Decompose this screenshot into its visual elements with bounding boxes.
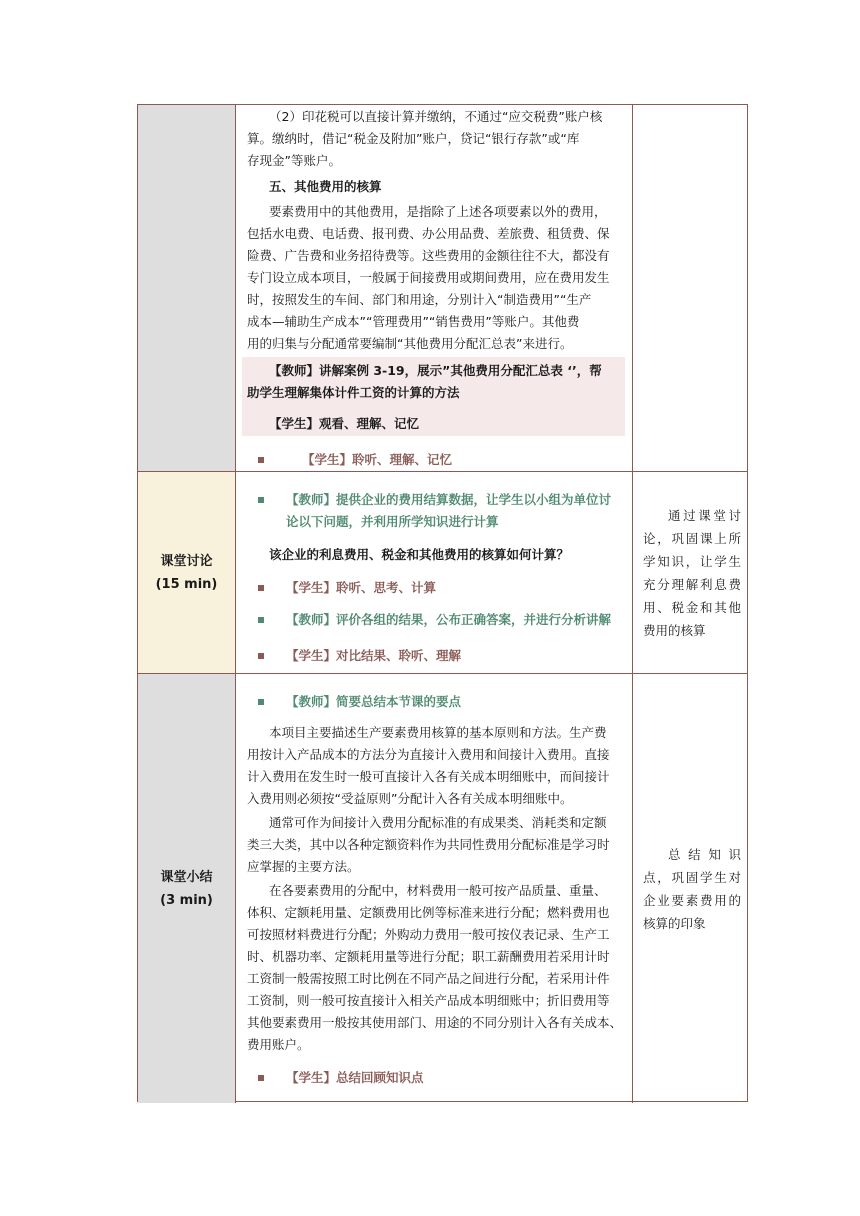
table-row <box>138 105 747 472</box>
remark-text: 通过课堂讨论，巩固课上所学知识，让学生充分理解利息费用、税金和其他费用的核算 <box>643 507 741 638</box>
paragraph-line: 用的归集与分配通常要编制“其他费用分配汇总表”来进行。 <box>247 336 573 351</box>
remark-cell <box>633 472 747 673</box>
stage-label: 课堂小结 <box>160 869 213 885</box>
stage-cell <box>138 472 236 673</box>
teacher-activity-line: 论以下问题，并利用所学知识进行计算 <box>286 514 499 529</box>
remark-cell <box>633 105 747 471</box>
content-cell <box>236 472 633 673</box>
content-cell <box>236 105 633 471</box>
activity-highlight-box <box>242 357 625 436</box>
paragraph-line: 工资制，则一般可按直接计入相关产品成本明细账中；折旧费用等 <box>247 993 610 1008</box>
square-bullet-icon <box>258 585 264 591</box>
square-bullet-icon <box>258 617 264 623</box>
paragraph-line: 本项目主要描述生产要素费用核算的基本原则和方法。生产费 <box>269 725 607 740</box>
paragraph-line: 时，按照发生的车间、部门和用途，分别计入“制造费用”“生产 <box>247 292 592 307</box>
paragraph-line: （2）印花税可以直接计算并缴纳，不通过“应交税费”账户核 <box>269 109 603 124</box>
teacher-activity: 【教师】评价各组的结果，公布正确答案，并进行分析讲解 <box>286 612 612 627</box>
teacher-activity: 【教师】简要总结本节课的要点 <box>286 694 462 709</box>
student-activity-line: 【学生】观看、理解、记忆 <box>269 416 420 431</box>
paragraph-line: 类三大类，其中以各种定额资料作为共同性费用分配标准是学习时 <box>247 837 610 852</box>
content-cell <box>236 674 633 1103</box>
paragraph-line: 计入费用在发生时一般可直接计入各有关成本明细账中，而间接计 <box>247 769 610 784</box>
square-bullet-icon <box>258 699 264 705</box>
paragraph-line: 其他要素费用一般按其使用部门、用途的不同分别计入各有关成本、 <box>247 1015 623 1030</box>
paragraph-line: 算。缴纳时，借记“税金及附加”账户，贷记“银行存款”或“库 <box>247 131 580 146</box>
paragraph-line: 在各要素费用的分配中，材料费用一般可按产品质量、重量、 <box>269 883 607 898</box>
paragraph-line: 存现金”等账户。 <box>247 153 341 168</box>
student-activity: 【学生】对比结果、聆听、理解 <box>286 648 462 663</box>
paragraph-line: 可按照材料费进行分配；外购动力费用一般可按仪表记录、生产工 <box>247 927 610 942</box>
table-row <box>138 674 747 1103</box>
stage-cell <box>138 105 236 471</box>
paragraph-line: 费用账户。 <box>247 1037 310 1052</box>
square-bullet-icon <box>258 497 264 503</box>
student-activity: 【学生】聆听、思考、计算 <box>286 580 437 595</box>
student-activity: 【学生】总结回顾知识点 <box>286 1070 424 1085</box>
stage-time: (15 min) <box>155 576 218 592</box>
teacher-activity-line: 助学生理解集体计件工资的计算的方法 <box>247 385 460 400</box>
paragraph-line: 通常可作为间接计入费用分配标准的有成果类、消耗类和定额 <box>269 815 607 830</box>
lesson-plan-table <box>137 104 748 1102</box>
paragraph-line: 体积、定额耗用量、定额费用比例等标准来进行分配；燃料费用也 <box>247 905 610 920</box>
paragraph-line: 专门设立成本项目，一般属于间接费用或期间费用，应在费用发生 <box>247 270 610 285</box>
paragraph-line: 包括水电费、电话费、报刊费、办公用品费、差旅费、租赁费、保 <box>247 226 610 241</box>
remark-text: 总结知识点，巩固学生对企业要素费用的核算的印象 <box>643 846 741 931</box>
table-row <box>138 472 747 674</box>
square-bullet-icon <box>258 653 264 659</box>
student-activity: 【学生】聆听、理解、记忆 <box>302 452 453 467</box>
teacher-activity-line: 【教师】讲解案例 3-19，展示”其他费用分配汇总表 ‘’，帮 <box>269 363 602 378</box>
paragraph-line: 用按计入产品成本的方法分为直接计入费用和间接计入费用。直接 <box>247 747 610 762</box>
paragraph-line: 时、机器功率、定额耗用量等进行分配；职工薪酬费用若采用计时 <box>247 949 610 964</box>
paragraph-line: 险费、广告费和业务招待费等。这些费用的金额往往不大，都没有 <box>247 248 610 263</box>
paragraph-line: 成本—辅助生产成本”“管理费用”“销售费用”等账户。其他费 <box>247 314 580 329</box>
stage-time: (3 min) <box>160 892 213 908</box>
square-bullet-icon <box>258 457 264 463</box>
remark-cell <box>633 674 747 1103</box>
paragraph-line: 应掌握的主要方法。 <box>247 859 360 874</box>
paragraph-line: 入费用则必须按“受益原则”分配计入各有关成本明细账中。 <box>247 791 573 806</box>
teacher-activity-line: 【教师】提供企业的费用结算数据，让学生以小组为单位讨 <box>286 492 612 507</box>
discussion-question: 该企业的利息费用、税金和其他费用的核算如何计算？ <box>269 547 570 562</box>
section-heading: 五、其他费用的核算 <box>269 179 382 194</box>
paragraph-line: 工资制一般需按照工时比例在不同产品之间进行分配，若采用计件 <box>247 971 610 986</box>
stage-label: 课堂讨论 <box>160 553 213 569</box>
paragraph-line: 要素费用中的其他费用，是指除了上述各项要素以外的费用， <box>269 204 607 219</box>
stage-cell <box>138 674 236 1103</box>
square-bullet-icon <box>258 1075 264 1081</box>
